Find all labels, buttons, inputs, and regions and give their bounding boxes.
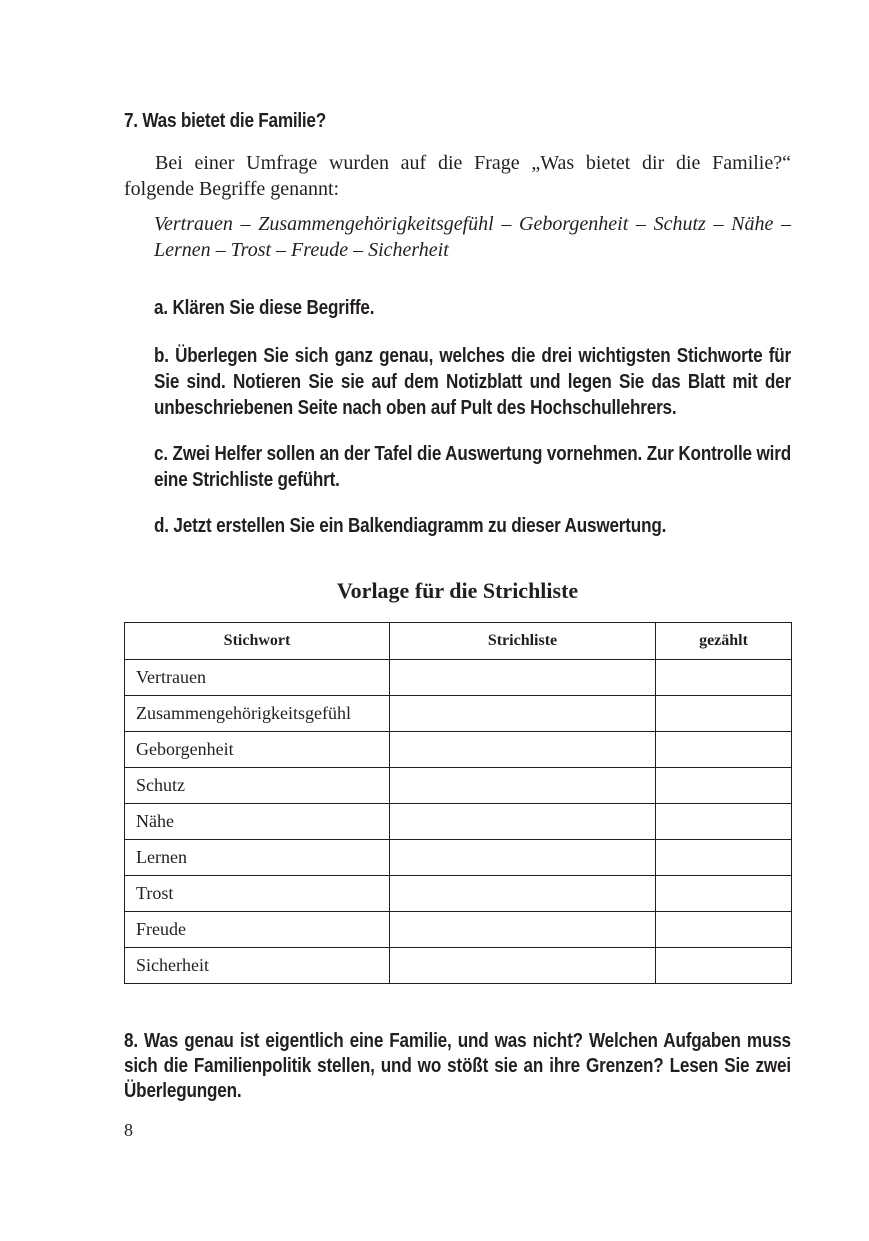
table-row (125, 660, 792, 696)
task-a-text: a. Klären Sie diese Begriffe. (154, 297, 375, 319)
tally-table-title: Vorlage für die Strichliste (336, 578, 579, 603)
task-b (154, 343, 791, 421)
tally-cell[interactable] (390, 660, 656, 696)
count-cell[interactable] (656, 732, 792, 768)
table-row (125, 840, 792, 876)
page-number: 8 (124, 1120, 133, 1140)
count-cell[interactable] (656, 840, 792, 876)
table-row (125, 768, 792, 804)
tally-cell[interactable] (390, 804, 656, 840)
count-cell[interactable] (656, 804, 792, 840)
section-8-text: 8. Was genau ist eigentlich eine Familie, und was nicht? Welchen Aufgaben muss sich die Familienpolitik stellen, und wo stößt sie an ihre Grenzen? Lesen Sie zwei Überlegungen. (124, 1030, 791, 1102)
count-cell[interactable] (656, 948, 792, 984)
section-7-heading: 7. Was bietet die Familie? (124, 110, 326, 132)
table-row (125, 948, 792, 984)
keyword-cell: Zusammengehörigkeitsgefühl (125, 696, 390, 732)
keyword-cell: Freude (125, 912, 390, 948)
count-cell[interactable] (656, 768, 792, 804)
tally-cell[interactable] (390, 732, 656, 768)
keyword-cell: Trost (125, 876, 390, 912)
column-header-count: gezählt (656, 623, 792, 660)
task-d-text: d. Jetzt erstellen Sie ein Balkendiagramm zu dieser Auswertung. (154, 515, 667, 537)
count-cell[interactable] (656, 660, 792, 696)
table-row (125, 912, 792, 948)
table-row (125, 732, 792, 768)
table-row (125, 804, 792, 840)
keyword-cell: Vertrauen (125, 660, 390, 696)
tally-cell[interactable] (390, 696, 656, 732)
keyword-cell: Sicherheit (125, 948, 390, 984)
task-c-text: c. Zwei Helfer sollen an der Tafel die Auswertung vornehmen. Zur Kontrolle wird eine Strichliste geführt. (154, 443, 791, 491)
family-terms-list: Vertrauen – Zusammengehörigkeitsgefühl – Geborgenheit – Schutz – Nähe – Lernen – Trost – Freude – Sicherheit (154, 213, 791, 261)
table-row (125, 696, 792, 732)
column-header-keyword: Stichwort (125, 623, 390, 660)
tally-cell[interactable] (390, 912, 656, 948)
keyword-cell: Schutz (125, 768, 390, 804)
survey-intro-paragraph: Bei einer Umfrage wurden auf die Frage „Was bietet dir die Familie?“ folgende Begriffe genannt: (124, 152, 791, 200)
section-8-task (124, 1029, 791, 1104)
task-c (154, 441, 791, 493)
table-row (125, 876, 792, 912)
task-b-text: b. Überlegen Sie sich ganz genau, welches die drei wichtigsten Stichworte für Sie sind. Notieren Sie sie auf dem Notizblatt und legen Sie das Blatt mit der unbeschriebenen Seite nach oben auf Pult des Hochschullehrers. (154, 345, 791, 419)
tally-cell[interactable] (390, 840, 656, 876)
keyword-cell: Lernen (125, 840, 390, 876)
tally-table-header-row (125, 623, 792, 660)
count-cell[interactable] (656, 696, 792, 732)
count-cell[interactable] (656, 876, 792, 912)
task-a (154, 295, 791, 321)
tally-cell[interactable] (390, 768, 656, 804)
keyword-cell: Nähe (125, 804, 390, 840)
tally-table (124, 622, 792, 984)
tally-cell[interactable] (390, 876, 656, 912)
tally-cell[interactable] (390, 948, 656, 984)
count-cell[interactable] (656, 912, 792, 948)
keyword-cell: Geborgenheit (125, 732, 390, 768)
column-header-tally: Strichliste (390, 623, 656, 660)
task-d (154, 513, 791, 539)
